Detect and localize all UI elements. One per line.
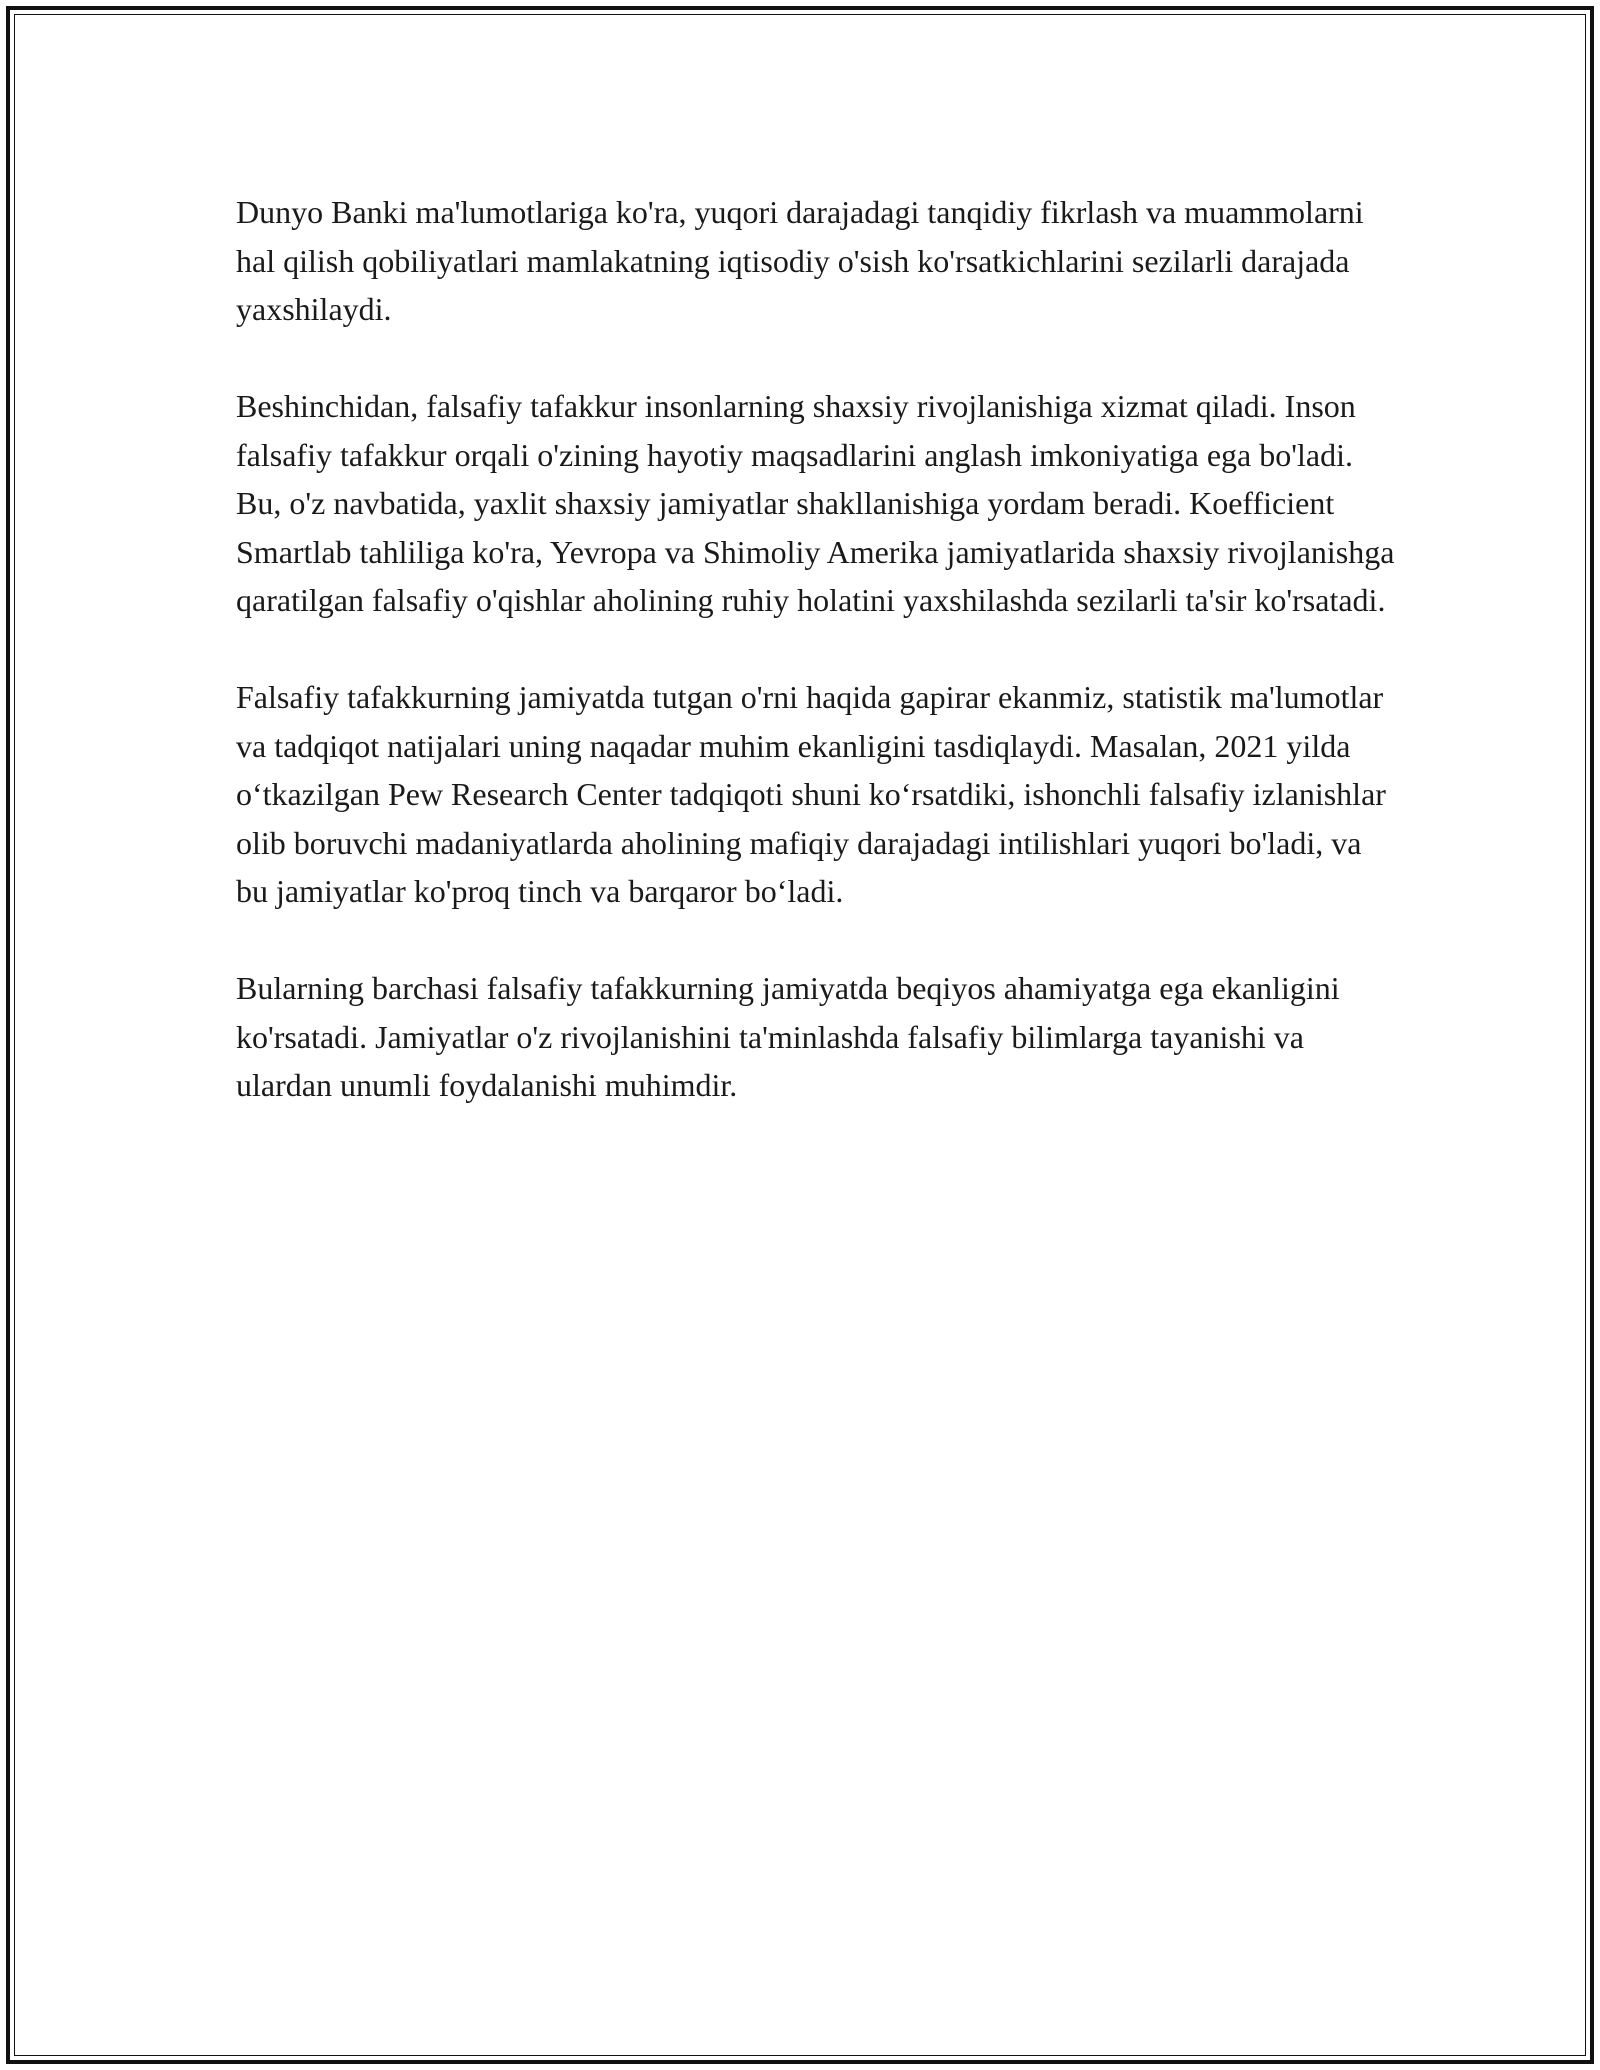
paragraph-1: Dunyo Banki ma'lumotlariga ko'ra, yuqori darajadagi tanqidiy fikrlash va muammolarni hal qilish qobiliyatlari mamlakatning iqtisodiy o'sish ko'rsatkichlarini sezilarli darajada yaxshilaydi. (236, 194, 1364, 327)
paragraph-3: Falsafiy tafakkurning jamiyatda tutgan o'rni haqida gapirar ekanmiz, statistik ma'lumotlar va tadqiqot natijalari uning naqadar muhim ekanligini tasdiqlaydi. Masalan, 2021 yilda o‘tkazilgan Pew Research Center tadqiqoti shuni ko‘rsatdiki, ishonchli falsafiy izlanishlar olib boruvchi madaniyatlarda aholining mafiqiy darajadagi intilishlari yuqori bo'ladi, va bu jamiyatlar ko'proq tinch va barqaror bo‘ladi. (236, 679, 1386, 909)
paragraph-2: Beshinchidan, falsafiy tafakkur insonlarning shaxsiy rivojlanishiga xizmat qiladi. Inson falsafiy tafakkur orqali o'zining hayotiy maqsadlarini anglash imkoniyatiga ega bo'ladi. Bu, o'z navbatida, yaxlit shaxsiy jamiyatlar shakllanishiga yordam beradi. Koefficient Smartlab tahliliga ko'ra, Yevropa va Shimoliy Amerika jamiyatlarida shaxsiy rivojlanishga qaratilgan falsafiy o'qishlar aholining ruhiy holatini yaxshilashda sezilarli ta'sir ko'rsatadi. (236, 388, 1395, 618)
paragraph-4: Bularning barchasi falsafiy tafakkurning jamiyatda beqiyos ahamiyatga ega ekanligini ko'rsatadi. Jamiyatlar o'z rivojlanishini ta'minlashda falsafiy bilimlarga tayanishi va ulardan unumli foydalanishi muhimdir. (236, 970, 1340, 1103)
document-body (236, 188, 1396, 1158)
